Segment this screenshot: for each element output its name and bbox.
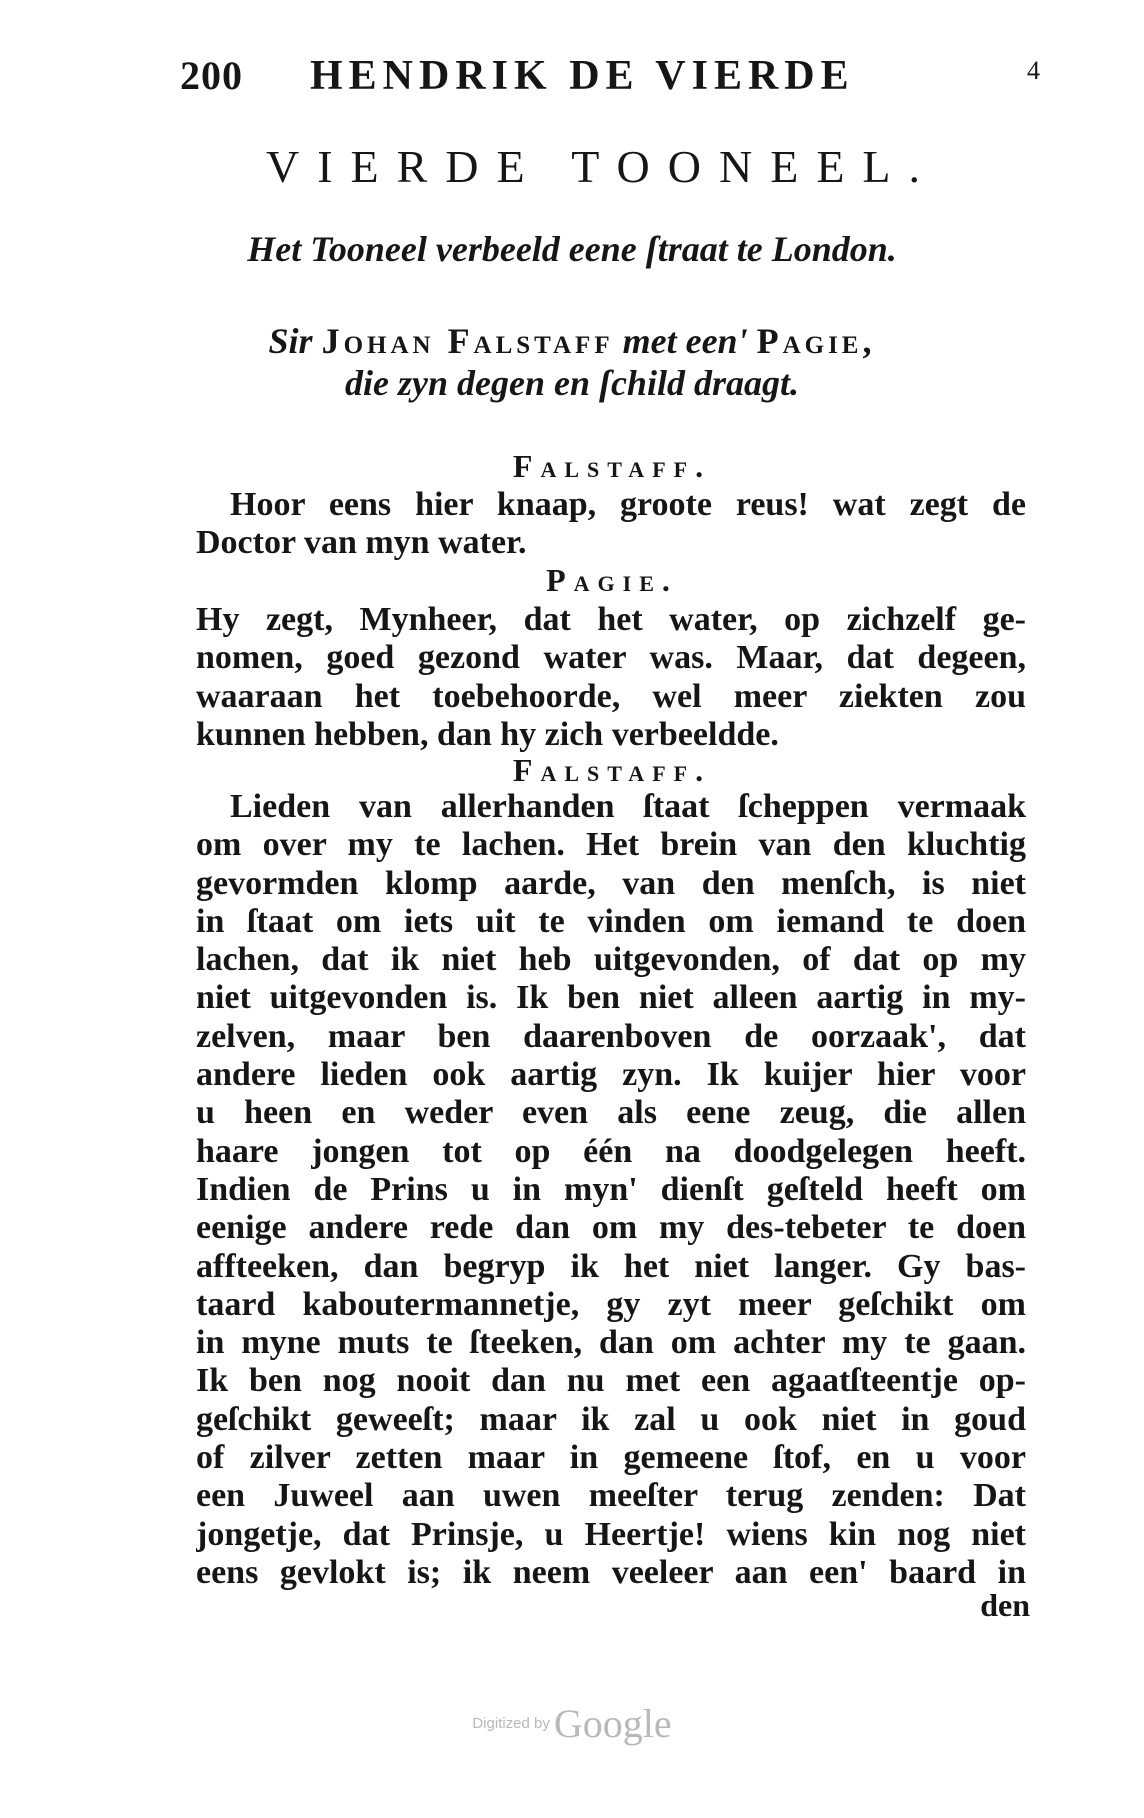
text-line: affteeken, dan begryp ik het niet langer. Gy bas- bbox=[196, 1247, 1026, 1285]
text-line: Indien de Prins u in myn' dienſt geſteld heeft om bbox=[196, 1170, 1026, 1208]
text-line: geſchikt geweeſt; maar ik zal u ook niet in goud bbox=[196, 1400, 1026, 1438]
text-line: in myne muts te ſteeken, dan om achter my te gaan. bbox=[196, 1324, 1026, 1362]
text-line: taard kaboutermannetje, gy zyt meer geſchikt om bbox=[196, 1285, 1026, 1323]
speaker-falstaff: Falstaff. bbox=[512, 752, 712, 788]
text-line: in ſtaat om iets uit te vinden om iemand te doen bbox=[196, 902, 1026, 940]
text-line: Hy zegt, Mynheer, dat het water, op zichzelf ge- bbox=[196, 601, 1026, 638]
persons-prefix: Sir bbox=[268, 321, 313, 361]
catchword: den bbox=[980, 1587, 1030, 1623]
text-line: Ik ben nog nooit dan nu met een agaatſteentje op- bbox=[196, 1362, 1026, 1400]
text-line: eens gevlokt is; ik neem veeleer aan een' baard in bbox=[196, 1553, 1026, 1591]
persons-line-2: die zyn degen en ſchild draagt. bbox=[345, 363, 799, 403]
speech-falstaff-2 bbox=[196, 788, 1026, 1592]
scene-heading: VIERDE TOONEEL. bbox=[265, 141, 939, 192]
corner-mark: 4 bbox=[1027, 56, 1040, 85]
speech-falstaff-1 bbox=[196, 486, 1026, 563]
speaker-falstaff: Falstaff. bbox=[512, 448, 712, 484]
google-logo: Google bbox=[553, 1701, 672, 1746]
text-line: eenige andere rede dan om my des-tebeter te doen bbox=[196, 1209, 1026, 1247]
text-line: nomen, goed gezond water was. Maar, dat degeen, bbox=[196, 639, 1026, 677]
page-number: 200 bbox=[180, 53, 243, 98]
running-head bbox=[180, 52, 1040, 102]
digitized-by-label: Digitized by bbox=[472, 1715, 550, 1732]
persons-role: Pagie, bbox=[756, 321, 876, 361]
text-line: Lieden van allerhanden ſtaat ſcheppen vermaak bbox=[230, 788, 1026, 825]
text-line: Doctor van myn water. bbox=[196, 524, 527, 562]
speaker-pagie: Pagie. bbox=[546, 562, 678, 598]
digitized-watermark bbox=[0, 1700, 1144, 1747]
persons-name: Johan Falstaff bbox=[321, 321, 614, 361]
text-line: u heen en weder even als eene zeug, die allen bbox=[196, 1094, 1026, 1132]
text-line: Hoor eens hier knaap, groote reus! wat zegt de bbox=[230, 486, 1026, 523]
text-line: gevormden klomp aarde, van den menſch, is niet bbox=[196, 864, 1026, 902]
text-line: om over my te lachen. Het brein van den kluchtig bbox=[196, 826, 1026, 864]
scene-setting: Het Tooneel verbeeld eene ſtraat te London. bbox=[247, 229, 897, 269]
text-line: zelven, maar ben daarenboven de oorzaak', dat bbox=[196, 1017, 1026, 1055]
speech-pagie bbox=[196, 601, 1026, 754]
text-line: kunnen hebben, dan hy zich verbeeldde. bbox=[196, 715, 779, 753]
persons-line-1 bbox=[0, 320, 1144, 362]
persons-mid: met een' bbox=[622, 321, 748, 361]
text-line: jongetje, dat Prinsje, u Heertje! wiens kin nog niet bbox=[196, 1515, 1026, 1553]
text-line: of zilver zetten maar in gemeene ſtof, en u voor bbox=[196, 1439, 1026, 1477]
text-line: lachen, dat ik niet heb uitgevonden, of dat op my bbox=[196, 941, 1026, 979]
running-title: HENDRIK DE VIERDE bbox=[310, 53, 855, 99]
text-line: niet uitgevonden is. Ik ben niet alleen aartig in my- bbox=[196, 979, 1026, 1017]
text-line: andere lieden ook aartig zyn. Ik kuijer hier voor bbox=[196, 1056, 1026, 1094]
dramatis-personae bbox=[0, 320, 1144, 404]
text-line: haare jongen tot op één na doodgelegen heeft. bbox=[196, 1132, 1026, 1170]
text-line: een Juweel aan uwen meeſter terug zenden: Dat bbox=[196, 1477, 1026, 1515]
text-line: waaraan het toebehoorde, wel meer ziekten zou bbox=[196, 677, 1026, 715]
